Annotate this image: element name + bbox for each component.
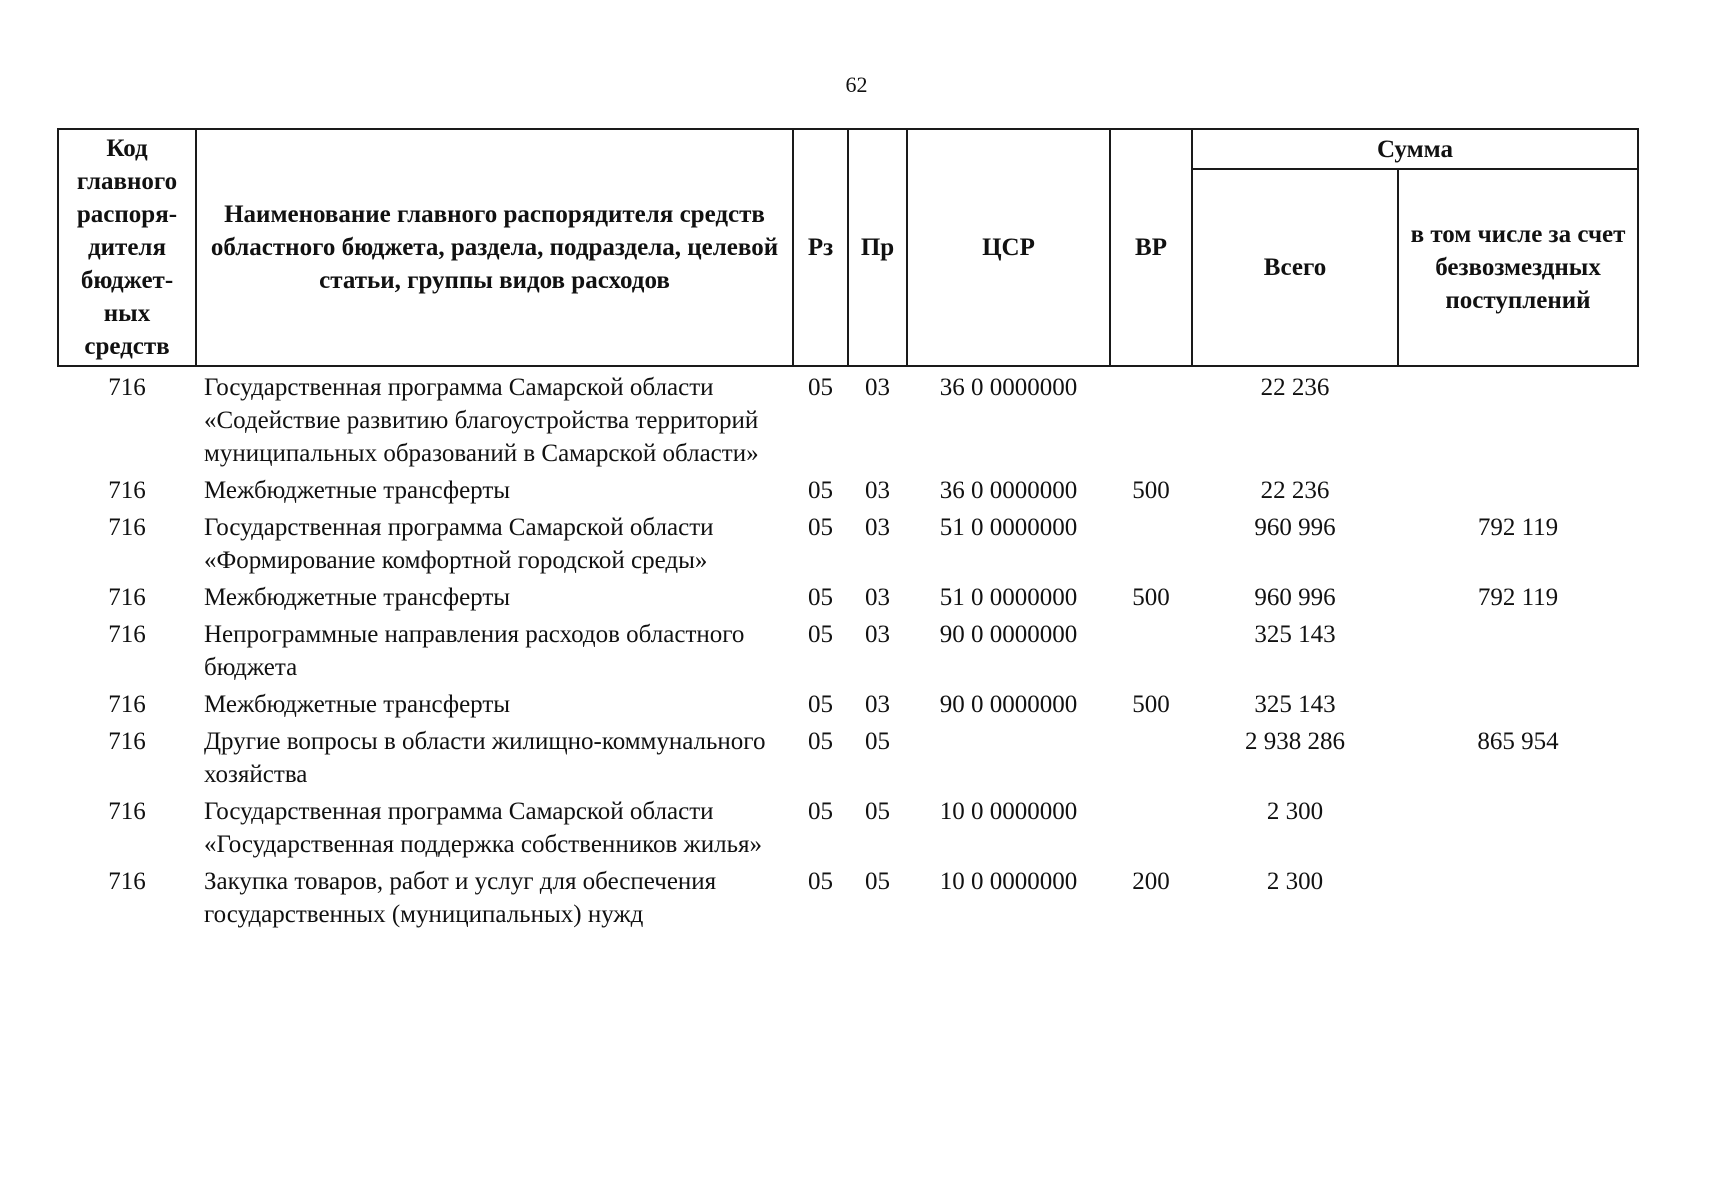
table-row	[58, 472, 1638, 509]
cell-name: Государственная программа Самарской области «Государственная поддержка собственников жилья»	[204, 798, 763, 858]
cell-free-receipts	[1398, 863, 1638, 933]
header-vr: ВР	[1110, 129, 1192, 366]
cell-total: 2 938 286	[1245, 728, 1345, 755]
cell-name: Межбюджетные трансферты	[204, 584, 511, 611]
cell-csr	[907, 723, 1110, 793]
cell-total: 325 143	[1254, 691, 1336, 718]
cell-code: 716	[108, 584, 146, 611]
page-number: 62	[845, 72, 868, 97]
cell-free-receipts: 792 119	[1477, 514, 1559, 541]
cell-csr: 90 0 0000000	[939, 621, 1078, 648]
cell-rz: 05	[808, 584, 833, 611]
cell-vr: 500	[1132, 691, 1170, 718]
cell-free-receipts	[1398, 616, 1638, 686]
cell-pr: 05	[865, 798, 890, 825]
cell-vr: 500	[1132, 477, 1170, 504]
header-csr: ЦСР	[907, 129, 1110, 366]
cell-free-receipts	[1398, 366, 1638, 472]
cell-total: 22 236	[1260, 477, 1330, 504]
cell-rz: 05	[808, 621, 833, 648]
cell-name: Закупка товаров, работ и услуг для обеспечения государственных (муниципальных) нужд	[204, 868, 717, 928]
cell-rz: 05	[808, 477, 833, 504]
cell-free-receipts	[1398, 472, 1638, 509]
cell-vr: 200	[1132, 868, 1170, 895]
header-total: Всего	[1192, 169, 1398, 366]
cell-name: Государственная программа Самарской области «Формирование комфортной городской среды»	[204, 514, 714, 574]
table-row	[58, 509, 1638, 579]
cell-free-receipts	[1398, 686, 1638, 723]
header-sum: Сумма	[1192, 129, 1638, 169]
cell-vr	[1110, 793, 1192, 863]
cell-code: 716	[108, 514, 146, 541]
cell-pr: 05	[865, 868, 890, 895]
table-row	[58, 616, 1638, 686]
header-free-receipts: в том числе за счет безвозмездных поступлений	[1398, 169, 1638, 366]
cell-free-receipts: 792 119	[1477, 584, 1559, 611]
cell-total: 960 996	[1254, 584, 1336, 611]
cell-vr	[1110, 366, 1192, 472]
cell-rz: 05	[808, 374, 833, 401]
cell-csr: 90 0 0000000	[939, 691, 1078, 718]
header-name: Наименование главного распорядителя средств областного бюджета, раздела, подраздела, целевой статьи, группы видов расходов	[196, 129, 793, 366]
cell-pr: 03	[865, 584, 890, 611]
header-pr: Пр	[848, 129, 907, 366]
cell-pr: 05	[865, 728, 890, 755]
cell-rz: 05	[808, 868, 833, 895]
cell-pr: 03	[865, 514, 890, 541]
table-row	[58, 863, 1638, 933]
cell-rz: 05	[808, 728, 833, 755]
cell-csr: 36 0 0000000	[939, 374, 1078, 401]
cell-code: 716	[108, 374, 146, 401]
cell-code: 716	[108, 728, 146, 755]
cell-vr: 500	[1132, 584, 1170, 611]
cell-total: 960 996	[1254, 514, 1336, 541]
cell-csr: 10 0 0000000	[939, 868, 1078, 895]
table-body	[58, 366, 1638, 933]
cell-csr: 10 0 0000000	[939, 798, 1078, 825]
cell-name: Государственная программа Самарской области «Содействие развитию благоустройства территорий муниципальных образований в Самарской области»	[204, 374, 759, 467]
table-row	[58, 793, 1638, 863]
cell-total: 22 236	[1260, 374, 1330, 401]
budget-table	[57, 128, 1639, 933]
table-row	[58, 686, 1638, 723]
cell-code: 716	[108, 691, 146, 718]
cell-total: 2 300	[1266, 798, 1324, 825]
table-header	[58, 129, 1638, 366]
cell-name: Непрограммные направления расходов областного бюджета	[204, 621, 745, 681]
cell-code: 716	[108, 798, 146, 825]
header-code: Код главного распоря-дителя бюджет-ных средств	[58, 129, 196, 366]
cell-rz: 05	[808, 514, 833, 541]
cell-pr: 03	[865, 477, 890, 504]
cell-code: 716	[108, 477, 146, 504]
cell-pr: 03	[865, 691, 890, 718]
cell-vr	[1110, 509, 1192, 579]
header-rz: Рз	[793, 129, 848, 366]
cell-code: 716	[108, 621, 146, 648]
cell-vr	[1110, 616, 1192, 686]
cell-total: 325 143	[1254, 621, 1336, 648]
cell-rz: 05	[808, 691, 833, 718]
cell-csr: 36 0 0000000	[939, 477, 1078, 504]
cell-free-receipts	[1398, 793, 1638, 863]
table-row	[58, 366, 1638, 472]
cell-total: 2 300	[1266, 868, 1324, 895]
table-row	[58, 723, 1638, 793]
cell-name: Другие вопросы в области жилищно-коммунального хозяйства	[204, 728, 766, 788]
cell-rz: 05	[808, 798, 833, 825]
table-row	[58, 579, 1638, 616]
cell-name: Межбюджетные трансферты	[204, 477, 511, 504]
cell-free-receipts: 865 954	[1477, 728, 1559, 755]
cell-pr: 03	[865, 621, 890, 648]
cell-csr: 51 0 0000000	[939, 514, 1078, 541]
cell-code: 716	[108, 868, 146, 895]
cell-csr: 51 0 0000000	[939, 584, 1078, 611]
cell-name: Межбюджетные трансферты	[204, 691, 511, 718]
cell-vr	[1110, 723, 1192, 793]
cell-pr: 03	[865, 374, 890, 401]
